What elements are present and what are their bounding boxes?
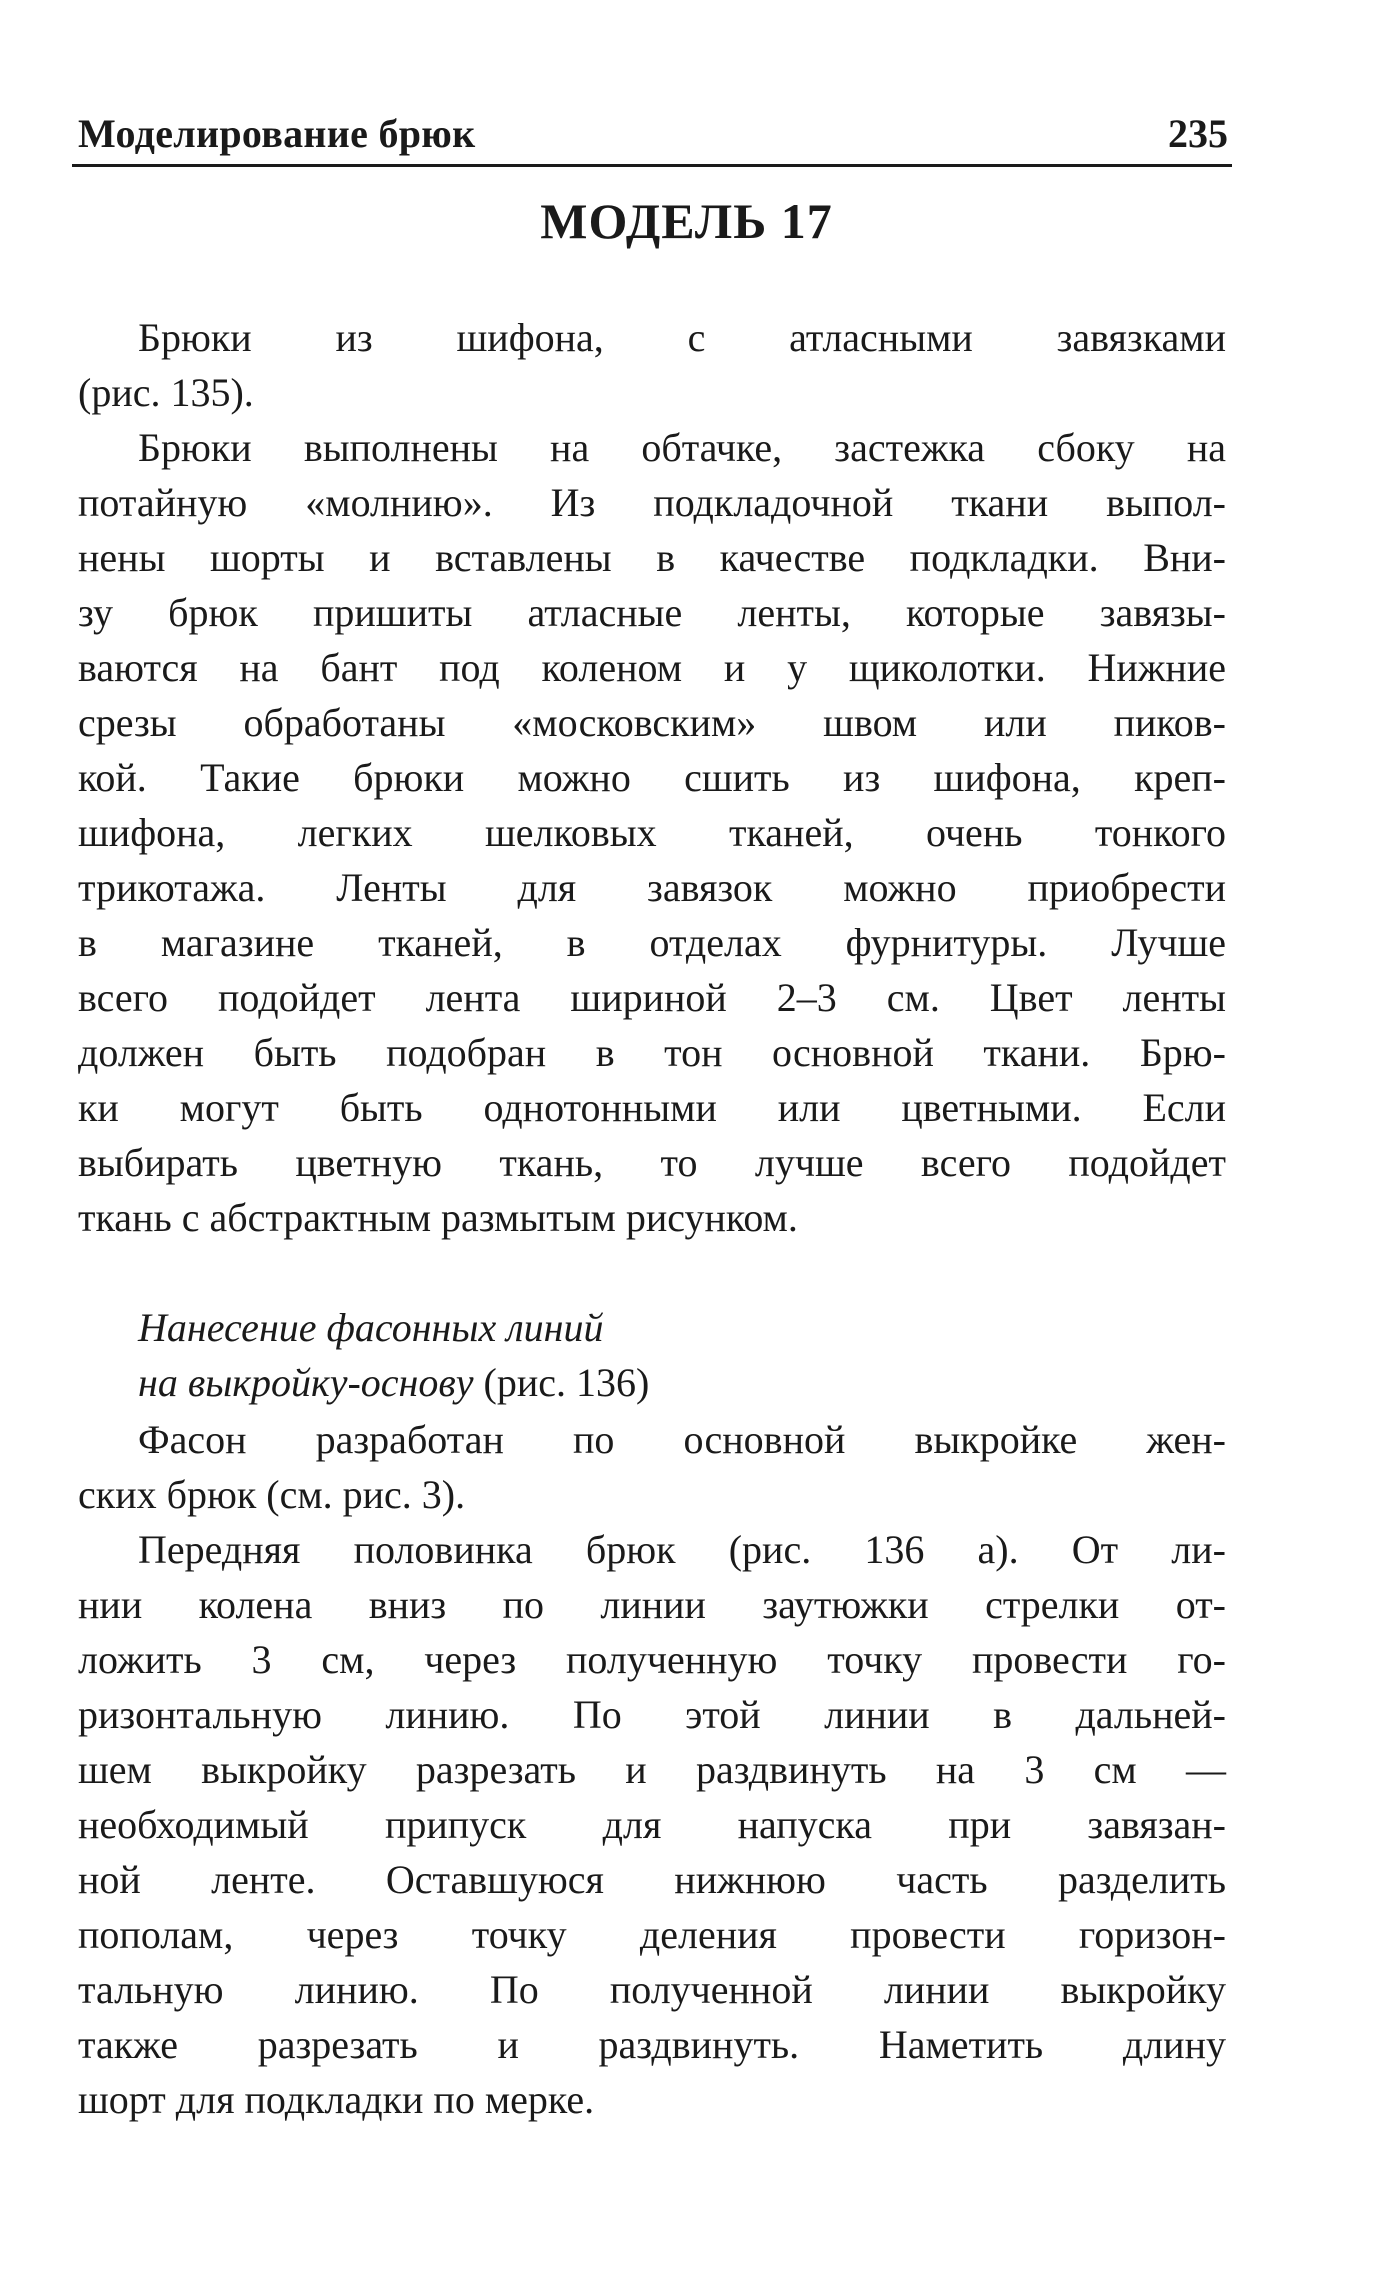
page-number: 235 [1168, 111, 1228, 156]
description-line: ткань с абстрактным размытым рисунком. [78, 1195, 798, 1240]
description-paragraph [78, 420, 1226, 1245]
description-line: выбирать цветную ткань, то лучше всего подойдет [78, 1140, 1226, 1185]
section-subheading [78, 1300, 1226, 1410]
front-half-line: пополам, через точку деления провести горизон- [78, 1912, 1226, 1957]
front-half-line: ризонтальную линию. По этой линии в дальней- [78, 1692, 1226, 1737]
front-half-line: необходимый припуск для напуска при завязан- [78, 1802, 1226, 1847]
model-title: МОДЕЛЬ 17 [540, 193, 833, 249]
front-half-line: также разрезать и раздвинуть. Наметить длину [78, 2022, 1226, 2067]
description-line: шифона, легких шелковых тканей, очень тонкого [78, 810, 1226, 855]
intro-line: Брюки из шифона, с атласными завязками [138, 315, 1226, 360]
running-header [72, 104, 1232, 167]
description-line: зу брюк пришиты атласные ленты, которые завязы- [78, 590, 1226, 635]
fason-line: Фасон разработан по основной выкройке жен- [138, 1417, 1226, 1462]
subheading-figure-ref: (рис. 136) [473, 1360, 650, 1405]
front-half-line: тальную линию. По полученной линии выкройку [78, 1967, 1226, 2012]
description-line: потайную «молнию». Из подкладочной ткани выпол- [78, 480, 1226, 525]
description-line: всего подойдет лента шириной 2–3 см. Цвет ленты [78, 975, 1226, 1020]
fason-paragraph [78, 1412, 1226, 1522]
front-half-line: ной ленте. Оставшуюся нижнюю часть разделить [78, 1857, 1226, 1902]
front-half-line: шорт для подкладки по мерке. [78, 2077, 595, 2122]
description-line: кой. Такие брюки можно сшить из шифона, креп- [78, 755, 1226, 800]
front-half-line: шем выкройку разрезать и раздвинуть на 3 см — [78, 1747, 1226, 1792]
description-line: ки могут быть однотонными или цветными. Если [78, 1085, 1226, 1130]
subheading-italic-part: на выкройку-основу [138, 1360, 474, 1405]
description-line: Брюки выполнены на обтачке, застежка сбоку на [138, 425, 1226, 470]
description-line: должен быть подобран в тон основной ткани. Брю- [78, 1030, 1226, 1075]
front-half-paragraph [78, 1522, 1226, 2127]
description-line: срезы обработаны «московским» швом или пиков- [78, 700, 1226, 745]
description-line: в магазине тканей, в отделах фурнитуры. Лучше [78, 920, 1226, 965]
front-half-line: ложить 3 см, через полученную точку провести го- [78, 1637, 1226, 1682]
subheading-line [78, 1355, 1226, 1410]
running-title: Моделирование брюк [78, 111, 476, 156]
subheading-line: Нанесение фасонных линий [138, 1305, 604, 1350]
description-line: трикотажа. Ленты для завязок можно приобрести [78, 865, 1226, 910]
fason-line: ских брюк (см. рис. 3). [78, 1472, 466, 1517]
description-line: ваются на бант под коленом и у щиколотки. Нижние [78, 645, 1226, 690]
intro-line: (рис. 135). [78, 370, 254, 415]
front-half-line: нии колена вниз по линии заутюжки стрелки от- [78, 1582, 1226, 1627]
intro-paragraph [78, 310, 1226, 420]
description-line: нены шорты и вставлены в качестве подкладки. Вни- [78, 535, 1226, 580]
front-half-line: Передняя половинка брюк (рис. 136 а). От ли- [138, 1527, 1226, 1572]
